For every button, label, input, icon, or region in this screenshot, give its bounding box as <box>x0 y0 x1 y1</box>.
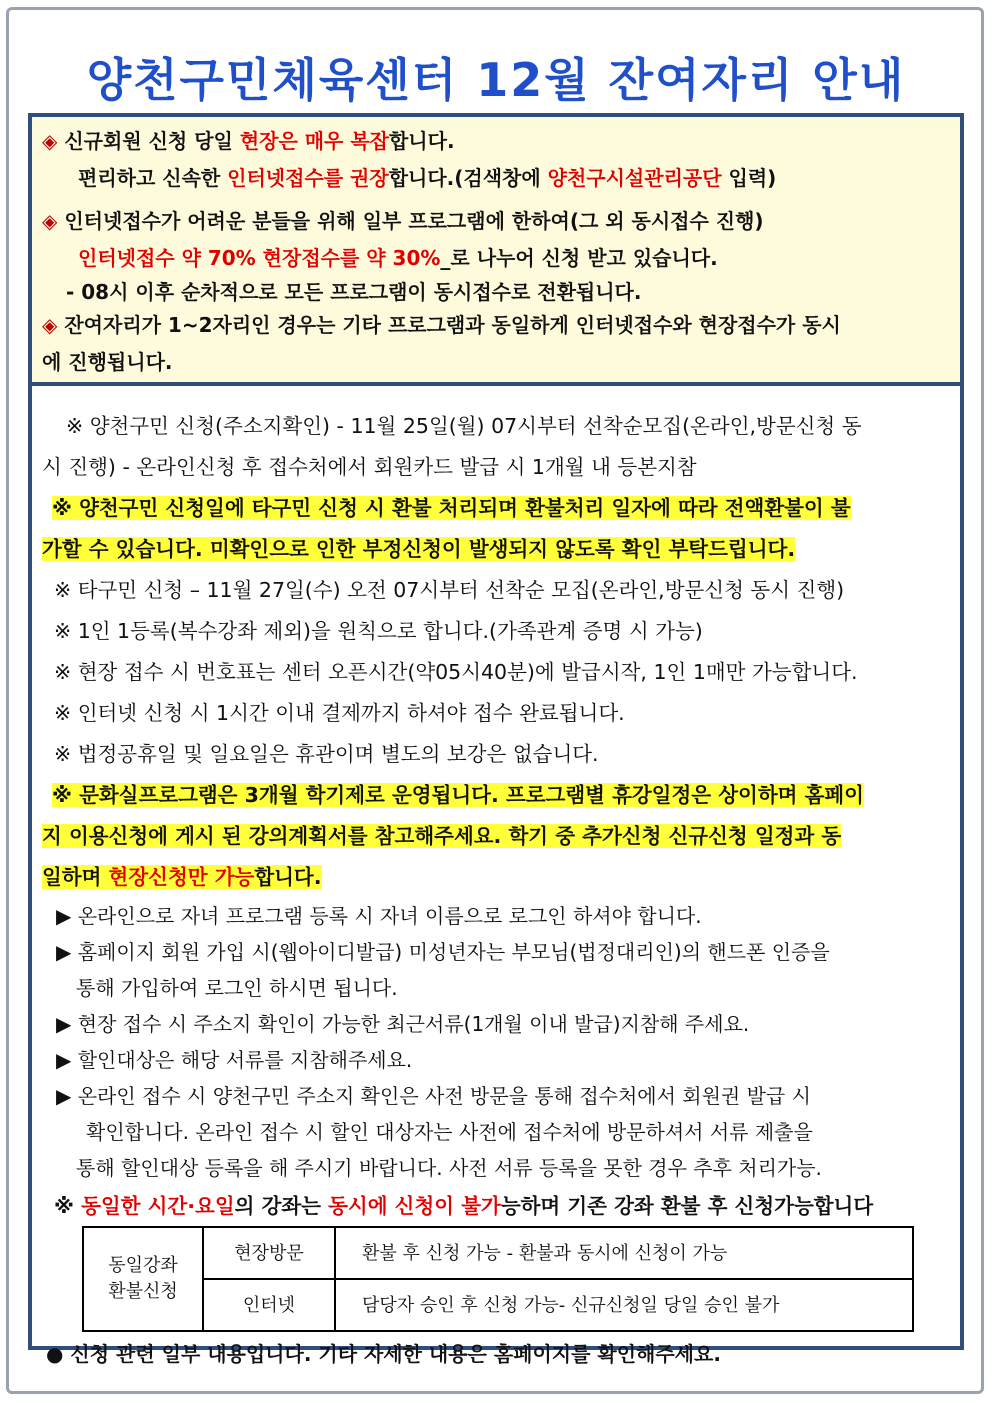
notice-line: 편리하고 신속한 인터넷접수를 권장합니다.(검색창에 양천구시설관리공단 입력) <box>78 166 777 190</box>
list-item: ▶ 현장 접수 시 주소지 확인이 가능한 최근서류(1개월 이내 발급)지참해 주세요. <box>56 1012 750 1036</box>
table-desc-cell: 담당자 승인 후 신청 가능- 신규신청일 당일 승인 불가 <box>335 1279 913 1331</box>
list-item: ▶ 온라인으로 자녀 프로그램 등록 시 자녀 이름으로 로그인 하셔야 합니다. <box>56 904 702 928</box>
list-item: 통해 할인대상 등록을 해 주시기 바랍니다. 사전 서류 등록을 못한 경우 추후 처리가능. <box>76 1156 822 1180</box>
highlight-line: ※ 문화실프로그램은 3개월 학기제로 운영됩니다. 프로그램별 휴강일정은 상이하며 홈페이 <box>52 783 864 807</box>
highlight-line: ※ 양천구민 신청일에 타구민 신청 시 환불 처리되며 환불처리 일자에 따라 전액환불이 불 <box>52 496 851 520</box>
notice-line: 에 진행됩니다. <box>42 350 173 374</box>
refund-table <box>82 1226 914 1332</box>
text-line: ※ 양천구민 신청(주소지확인) - 11월 25일(월) 07시부터 선착순모집(온라인,방문신청 동 <box>66 414 862 438</box>
footer-note: ● 신청 관련 일부 내용입니다. 기타 자세한 내용은 홈페이지를 확인해주세요. <box>46 1342 721 1366</box>
highlight-line: 가할 수 있습니다. 미확인으로 인한 부정신청이 발생되지 않도록 확인 부탁드립니다. <box>42 537 796 561</box>
text-line: ※ 타구민 신청 – 11월 27일(수) 오전 07시부터 선착순 모집(온라인,방문신청 동시 진행) <box>54 578 845 602</box>
table-label-cell: 인터넷 <box>203 1279 335 1331</box>
page-title: 양천구민체육센터 12월 잔여자리 안내 <box>86 53 906 107</box>
highlight-line: 지 이용신청에 게시 된 강의계획서를 참고해주세요. 학기 중 추가신청 신규신청 일정과 동 <box>42 824 842 848</box>
diamond-icon: ◈ <box>42 313 58 337</box>
diamond-icon: ◈ <box>42 129 58 153</box>
notice-line: - 08시 이후 순차적으로 모든 프로그램이 동시접수로 전환됩니다. <box>66 280 642 304</box>
list-item: ▶ 홈페이지 회원 가입 시(웹아이디발급) 미성년자는 부모님(법정대리인)의 핸드폰 인증을 <box>56 940 830 964</box>
notice-line: ◈ 잔여자리가 1~2자리인 경우는 기타 프로그램과 동일하게 인터넷접수와 현장접수가 동시 <box>42 313 841 337</box>
notice-line: ◈ 신규회원 신청 당일 현장은 매우 복잡합니다. <box>42 129 455 153</box>
table-header-cell: 동일강좌 환불신청 <box>83 1227 203 1331</box>
text-line: ※ 1인 1등록(복수강좌 제외)을 원칙으로 합니다.(가족관계 증명 시 가능) <box>54 619 703 643</box>
notice-line: 인터넷접수 약 70% 현장접수를 약 30%_로 나누어 신청 받고 있습니다. <box>78 246 718 270</box>
table-row <box>83 1227 913 1279</box>
highlight-line: 일하며 현장신청만 가능합니다. <box>42 865 322 889</box>
diamond-icon: ◈ <box>42 209 58 233</box>
notice-box <box>28 113 964 386</box>
table-desc-cell: 환불 후 신청 가능 - 환불과 동시에 신청이 가능 <box>335 1227 913 1279</box>
main-box <box>28 386 964 1366</box>
list-item: ▶ 할인대상은 해당 서류를 지참해주세요. <box>56 1048 413 1072</box>
table-row <box>83 1279 913 1331</box>
table-label-cell: 현장방문 <box>203 1227 335 1279</box>
text-line: ※ 법정공휴일 및 일요일은 휴관이며 별도의 보강은 없습니다. <box>54 742 599 766</box>
list-item: 확인합니다. 온라인 접수 시 할인 대상자는 사전에 접수처에 방문하셔서 서류 제출을 <box>86 1120 813 1144</box>
notice-line: ◈ 인터넷접수가 어려운 분들을 위해 일부 프로그램에 한하여(그 외 동시접수 진행) <box>42 209 764 233</box>
text-line: 시 진행) - 온라인신청 후 접수처에서 회원카드 발급 시 1개월 내 등본지참 <box>42 455 697 479</box>
text-line: ※ 현장 접수 시 번호표는 센터 오픈시간(약05시40분)에 발급시작, 1인 1매만 가능합니다. <box>54 660 858 684</box>
text-line: ※ 인터넷 신청 시 1시간 이내 결제까지 하셔야 접수 완료됩니다. <box>54 701 625 725</box>
list-item: 통해 가입하여 로그인 하시면 됩니다. <box>76 976 398 1000</box>
bullet-list <box>42 898 950 1186</box>
list-item: ▶ 온라인 접수 시 양천구민 주소지 확인은 사전 방문을 통해 접수처에서 회원권 발급 시 <box>56 1084 811 1108</box>
warning-line: ※ 동일한 시간·요일의 강좌는 동시에 신청이 불가능하며 기존 강좌 환불 후 신청가능합니다 <box>54 1194 874 1218</box>
